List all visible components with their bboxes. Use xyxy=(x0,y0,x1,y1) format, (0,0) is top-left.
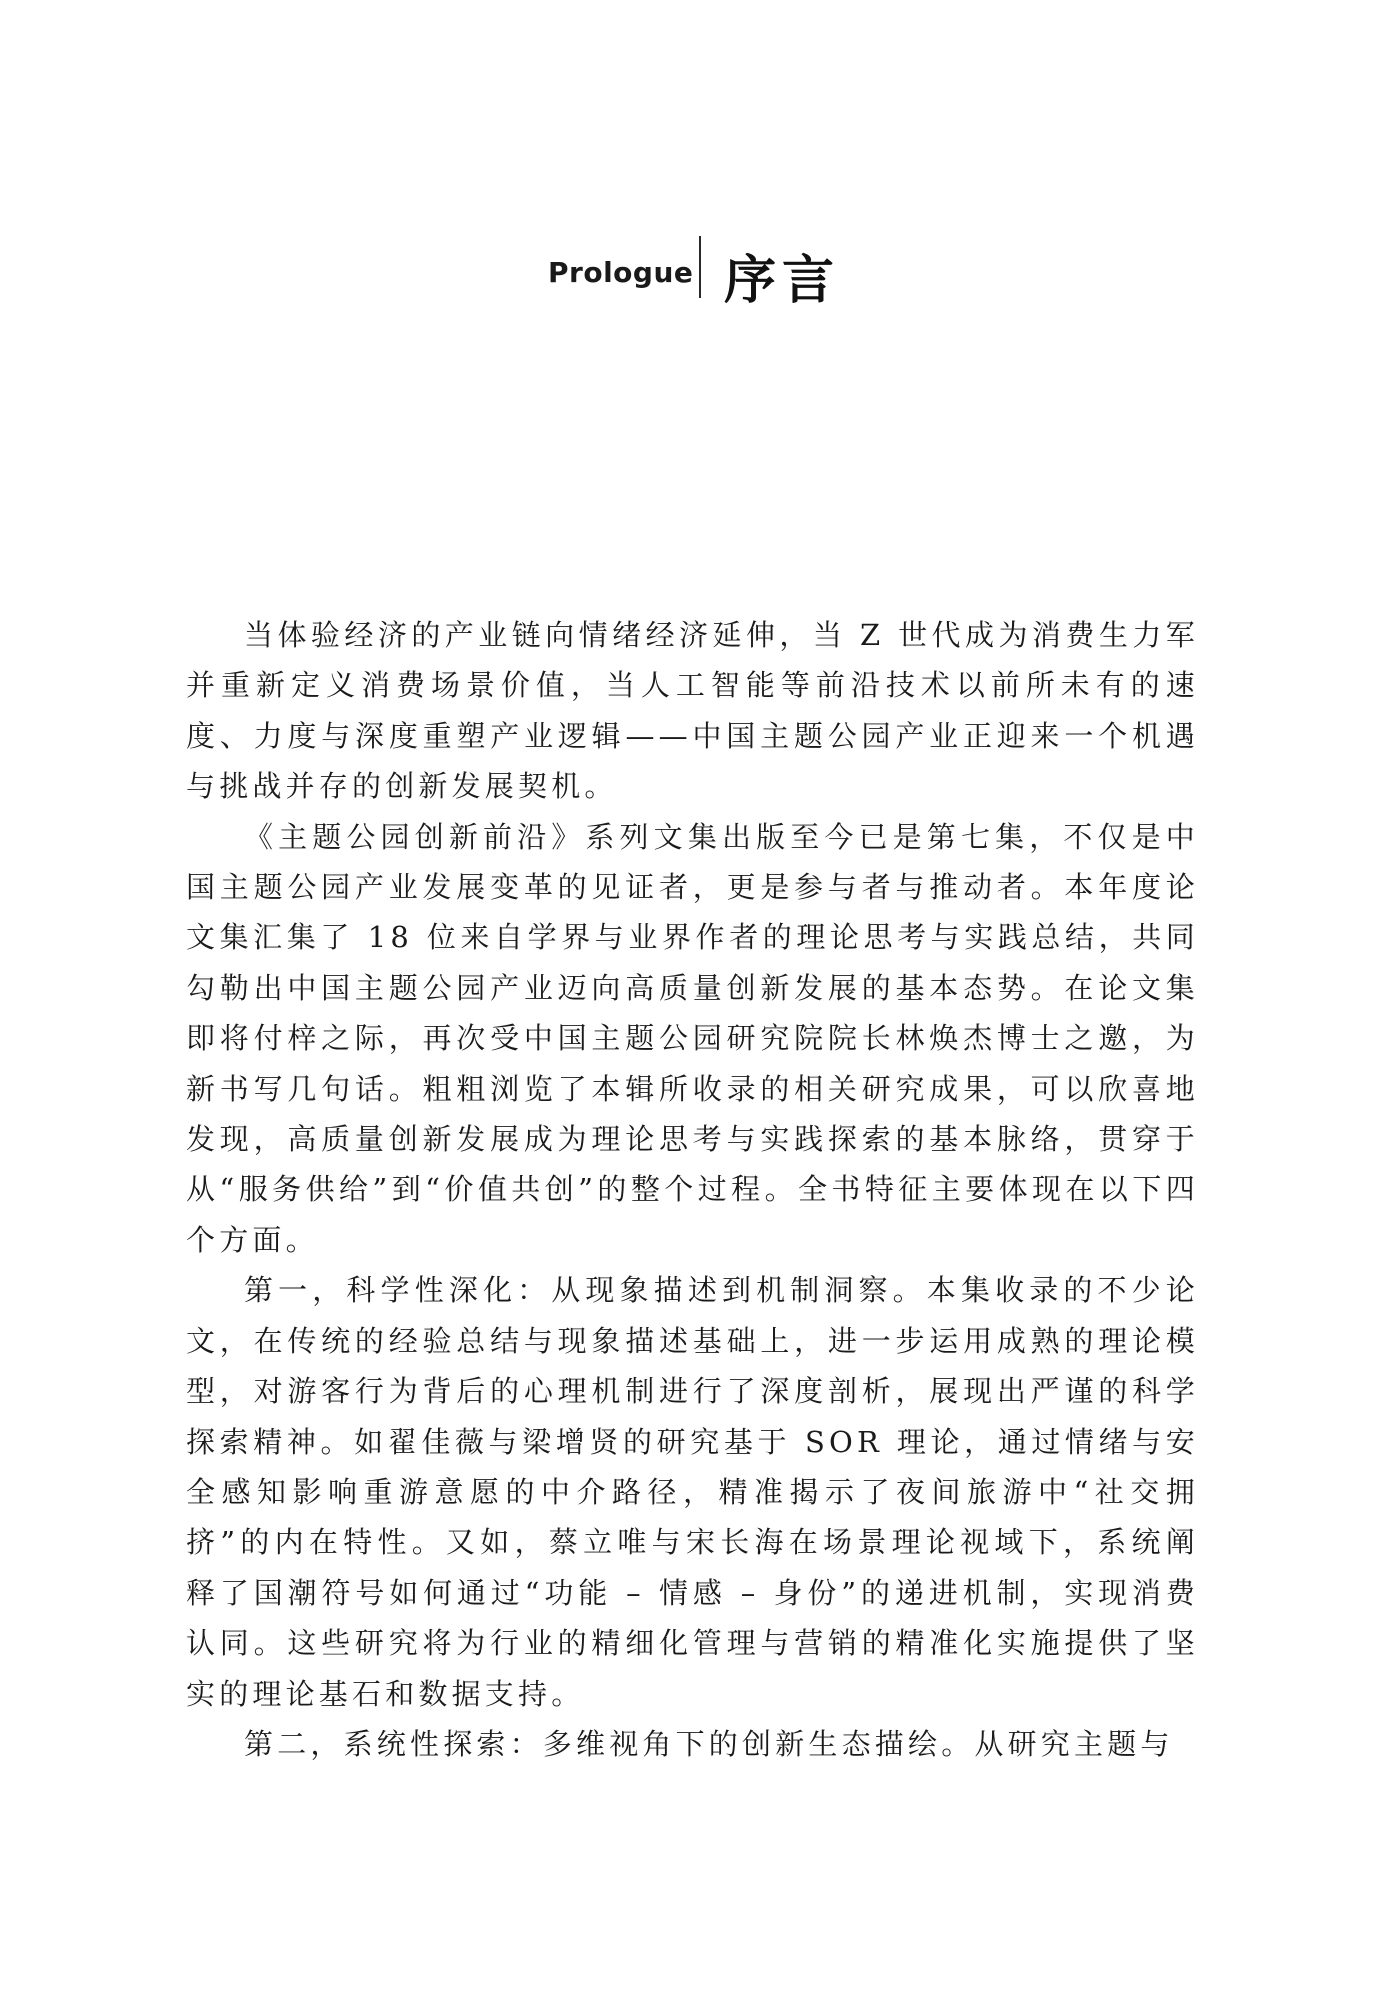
paragraph-3: 第一，科学性深化：从现象描述到机制洞察。本集收录的不少论文，在传统的经验总结与现象描述基础上，进一步运用成熟的理论模型，对游客行为背后的心理机制进行了深度剖析，展现出严谨的科学探索精神。如翟佳薇与梁增贤的研究基于 SOR 理论，通过情绪与安全感知影响重游意愿的中介路径，精准揭示了夜间旅游中“社交拥挤”的内在特性。又如，蔡立唯与宋长海在场景理论视域下，系统阐释了国潮符号如何通过“功能 – 情感 – 身份”的递进机制，实现消费认同。这些研究将为行业的精细化管理与营销的精准化实施提供了坚实的理论基石和数据支持。 xyxy=(186,1273,1199,1711)
page-heading xyxy=(0,236,1385,311)
paragraph-1: 当体验经济的产业链向情绪经济延伸，当 Z 世代成为消费生力军并重新定义消费场景价值，当人工智能等前沿技术以前所未有的速度、力度与深度重塑产业逻辑——中国主题公园产业正迎来一个机遇与挑战并存的创新发展契机。 xyxy=(186,618,1199,804)
heading-english: Prologue xyxy=(548,256,694,289)
body-text xyxy=(186,610,1199,1769)
heading-chinese: 序言 xyxy=(724,251,841,311)
paragraph-4: 第二，系统性探索：多维视角下的创新生态描绘。从研究主题与 xyxy=(244,1726,1174,1761)
heading-divider xyxy=(699,236,701,298)
paragraph-2: 《主题公园创新前沿》系列文集出版至今已是第七集，不仅是中国主题公园产业发展变革的见证者，更是参与者与推动者。本年度论文集汇集了 18 位来自学界与业界作者的理论思考与实践总结，共同勾勒出中国主题公园产业迈向高质量创新发展的基本态势。在论文集即将付梓之际，再次受中国主题公园研究院院长林焕杰博士之邀，为新书写几句话。粗粗浏览了本辑所收录的相关研究成果，可以欣喜地发现，高质量创新发展成为理论思考与实践探索的基本脉络，贯穿于从“服务供给”到“价值共创”的整个过程。全书特征主要体现在以下四个方面。 xyxy=(186,819,1199,1257)
